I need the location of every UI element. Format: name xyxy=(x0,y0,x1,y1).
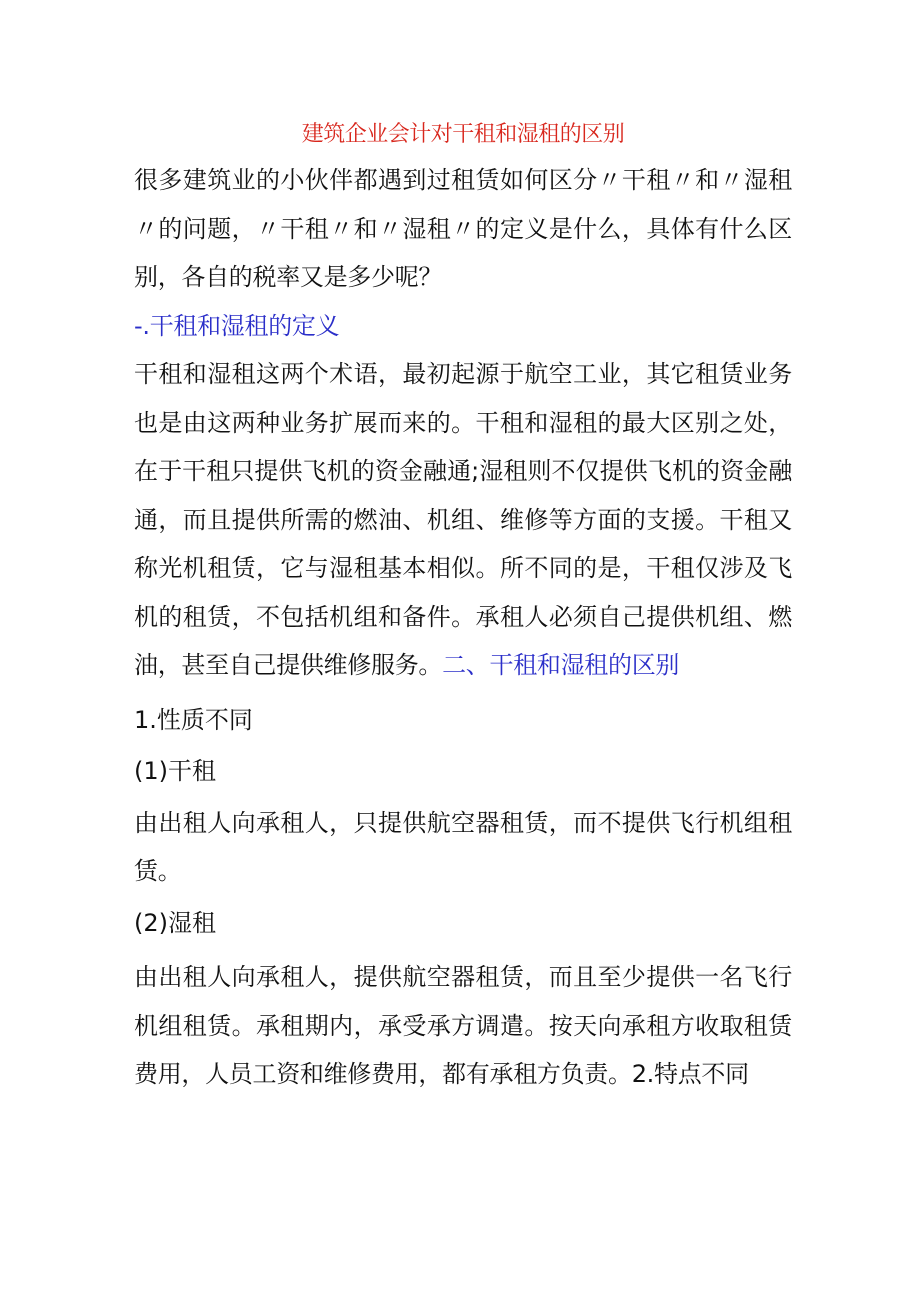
intro-paragraph: 很多建筑业的小伙伴都遇到过租赁如何区分〃干租〃和〃湿租〃的问题，〃干租〃和〃湿租〃的定义是什么，具体有什么区别，各自的税率又是多少呢？ xyxy=(134,166,792,291)
document-title: 建筑企业会计对干租和湿租的区别 xyxy=(301,122,625,147)
item1-paragraph: 由出租人向承租人，只提供航空器租赁，而不提供飞行机组租赁。 xyxy=(134,808,792,885)
section2-heading: 二、干租和湿租的区别 xyxy=(442,651,680,679)
point1-label: 1.性质不同 xyxy=(134,705,253,734)
item2-paragraph xyxy=(134,953,792,1099)
item1-label: (1)干租 xyxy=(134,757,216,785)
section1-paragraph xyxy=(134,350,792,690)
section1-body: 干租和湿租这两个术语，最初起源于航空工业，其它租赁业务也是由这两种业务扩展而来的。干租和湿租的最大区别之处，在于干租只提供飞机的资金融通;湿租则不仅提供飞机的资金融通，而且提供所需的燃油、机组、维修等方面的支援。干租又称光机租赁，它与湿租基本相似。所不同的是，干租仅涉及飞机的租赁，不包括机组和备件。承租人必须自己提供机组、燃油，甚至自己提供维修服务。 xyxy=(134,360,792,679)
document-body xyxy=(134,114,792,1099)
item2-label: (2)湿租 xyxy=(134,908,216,937)
point2-label: 2.特点不同 xyxy=(631,1060,749,1088)
section1-heading: -.干租和湿租的定义 xyxy=(134,311,340,340)
item2-body: 由出租人向承租人，提供航空器租赁，而且至少提供一名飞行机组租赁。承租期内，承受承方调遣。按天向承租方收取租赁费用，人员工资和维修费用，都有承租方负责。 xyxy=(134,963,792,1088)
